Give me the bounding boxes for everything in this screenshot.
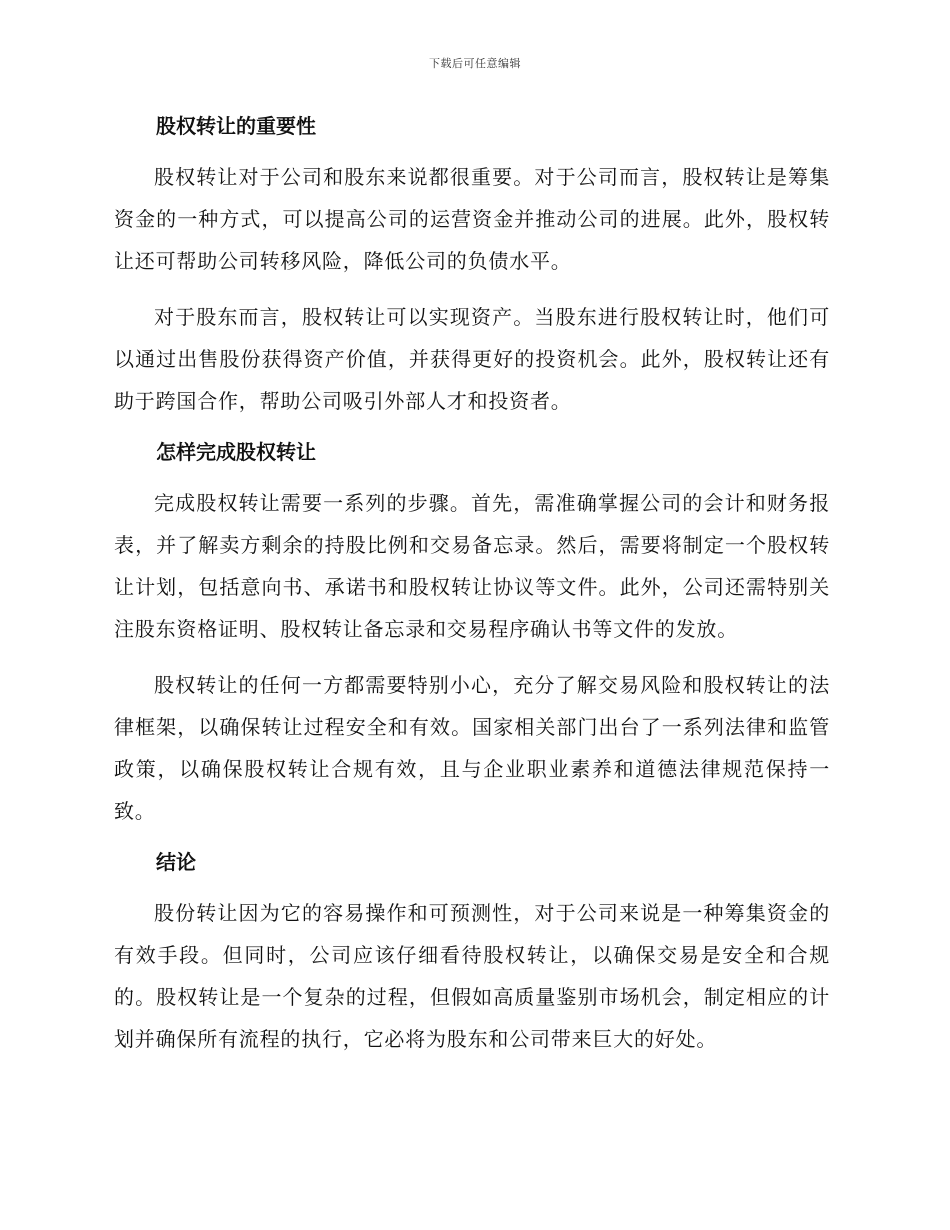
section-heading: 股权转让的重要性 xyxy=(156,114,316,138)
paragraph: 完成股权转让需要一系列的步骤。首先，需准确掌握公司的会计和财务报表，并了解卖方剩余的持股比例和交易备忘录。然后，需要将制定一个股权转让计划，包括意向书、承诺书和股权转让协议等文件。此外，公司还需特别关注股东资格证明、股权转让备忘录和交易程序确认书等文件的发放。 xyxy=(114,491,830,641)
section-heading: 结论 xyxy=(156,850,196,874)
paragraph: 股份转让因为它的容易操作和可预测性，对于公司来说是一种筹集资金的有效手段。但同时，公司应该仔细看待股权转让，以确保交易是安全和合规的。股权转让是一个复杂的过程，但假如高质量鉴别市场机会，制定相应的计划并确保所有流程的执行，它必将为股东和公司带来巨大的好处。 xyxy=(114,901,830,1051)
section-heading: 怎样完成股权转让 xyxy=(156,440,316,464)
paragraph: 股权转让的任何一方都需要特别小心，充分了解交易风险和股权转让的法律框架，以确保转让过程安全和有效。国家相关部门出台了一系列法律和监管政策，以确保股权转让合规有效，且与企业职业素养和道德法律规范保持一致。 xyxy=(114,673,830,823)
page-header: 下载后可任意编辑 xyxy=(429,57,521,70)
paragraph: 股权转让对于公司和股东来说都很重要。对于公司而言，股权转让是筹集资金的一种方式，可以提高公司的运营资金并推动公司的进展。此外，股权转让还可帮助公司转移风险，降低公司的负债水平。 xyxy=(114,165,830,273)
section-how-to xyxy=(114,436,830,832)
section-importance xyxy=(114,110,830,422)
document-body xyxy=(114,110,830,1074)
section-conclusion xyxy=(114,846,830,1060)
paragraph: 对于股东而言，股权转让可以实现资产。当股东进行股权转让时，他们可以通过出售股份获得资产价值，并获得更好的投资机会。此外，股权转让还有助于跨国合作，帮助公司吸引外部人才和投资者。 xyxy=(114,305,830,413)
